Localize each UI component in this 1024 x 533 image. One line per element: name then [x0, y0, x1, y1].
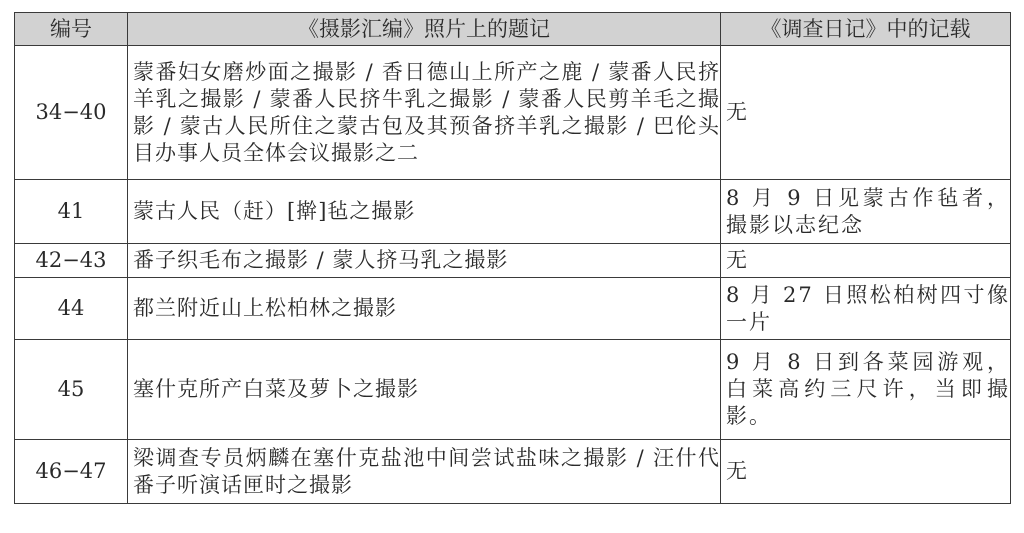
row-diary: 8 月 9 日见蒙古作毡者，撮影以志纪念 [721, 180, 1011, 244]
row-number: 46−47 [15, 440, 128, 504]
table-row [15, 180, 1011, 244]
table-row [15, 440, 1011, 504]
row-caption: 塞什克所产白菜及萝卜之撮影 [128, 340, 721, 440]
row-caption: 都兰附近山上松柏林之撮影 [128, 278, 721, 340]
row-diary: 无 [721, 440, 1011, 504]
row-diary: 8 月 27 日照松柏树四寸像一片 [721, 278, 1011, 340]
header-number: 编号 [15, 13, 128, 46]
table-row [15, 46, 1011, 180]
row-diary: 无 [721, 244, 1011, 278]
row-caption: 梁调查专员炳麟在塞什克盐池中间尝试盐味之撮影 / 汪什代番子听演话匣时之撮影 [128, 440, 721, 504]
row-number: 41 [15, 180, 128, 244]
table-row [15, 340, 1011, 440]
header-diary-record: 《调查日记》中的记载 [721, 13, 1011, 46]
photo-record-table [14, 12, 1011, 504]
row-caption: 蒙番妇女磨炒面之撮影 / 香日德山上所产之鹿 / 蒙番人民挤羊乳之撮影 / 蒙番人民挤牛乳之撮影 / 蒙番人民剪羊毛之撮影 / 蒙古人民所住之蒙古包及其预备挤羊乳之撮影 / 巴伦头目办事人员全体会议撮影之二 [128, 46, 721, 180]
table-header-row [15, 13, 1011, 46]
photo-record-table-wrapper [14, 12, 1010, 504]
row-number: 42−43 [15, 244, 128, 278]
row-diary: 9 月 8 日到各菜园游观，白菜高约三尺许，当即撮影。 [721, 340, 1011, 440]
table-row [15, 278, 1011, 340]
row-number: 45 [15, 340, 128, 440]
row-number: 34−40 [15, 46, 128, 180]
row-caption: 蒙古人民（赶）[擀]毡之撮影 [128, 180, 721, 244]
header-album-caption: 《摄影汇编》照片上的题记 [128, 13, 721, 46]
table-row [15, 244, 1011, 278]
row-diary: 无 [721, 46, 1011, 180]
row-number: 44 [15, 278, 128, 340]
row-caption: 番子织毛布之撮影 / 蒙人挤马乳之撮影 [128, 244, 721, 278]
